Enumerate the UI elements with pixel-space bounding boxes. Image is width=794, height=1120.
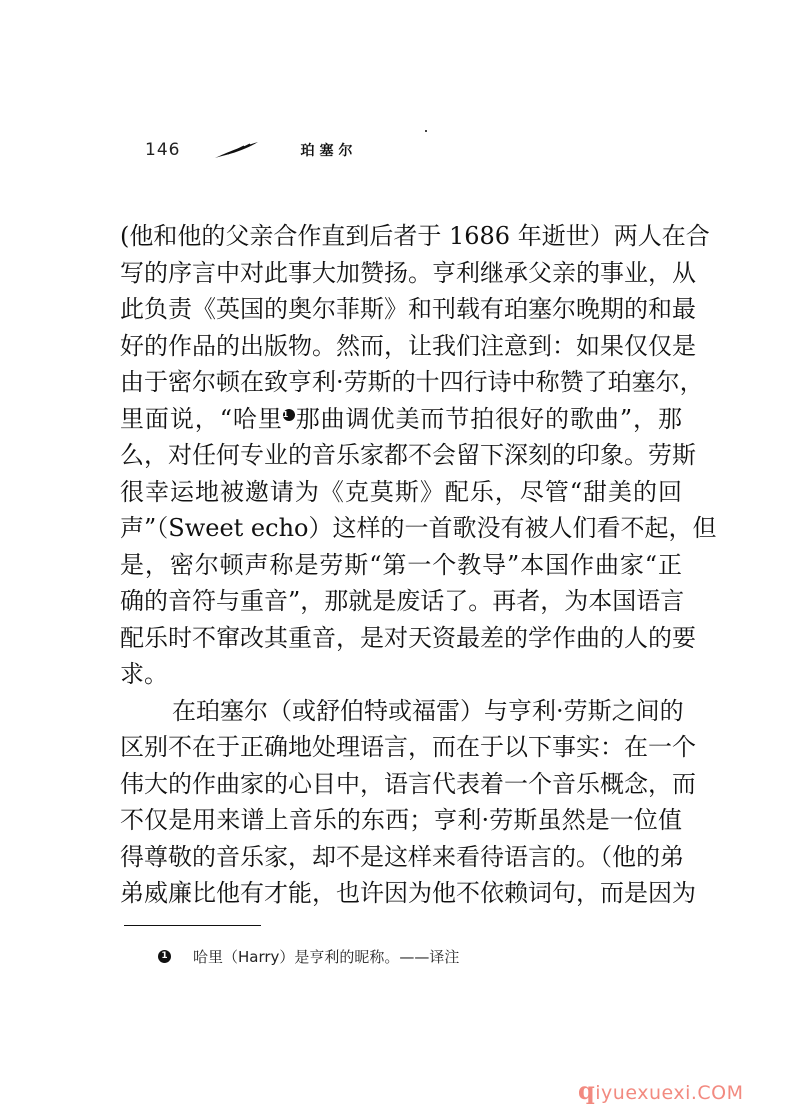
watermark-text: iyuexuexi.COM bbox=[595, 1082, 744, 1104]
body-text bbox=[120, 218, 717, 912]
paragraph-start-line: 在珀塞尔（或舒伯特或福雷）与亨利·劳斯之间的 bbox=[172, 696, 684, 725]
text-line: 确的音符与重音”，那就是废话了。再者，为本国语言 bbox=[120, 587, 685, 615]
text-line: 写的序言中对此事大加赞扬。亨利继承父亲的事业，从 bbox=[120, 258, 696, 287]
text-line: 么，对任何专业的音乐家都不会留下深刻的印象。劳斯 bbox=[120, 441, 696, 469]
text-line: 伟大的作曲家的心目中，语言代表着一个音乐概念，而 bbox=[120, 769, 696, 798]
footnote-marker: 1 bbox=[158, 950, 171, 963]
page-number: 146 bbox=[145, 140, 181, 160]
watermark-logo-letter: q bbox=[578, 1076, 596, 1105]
footnote-divider bbox=[124, 925, 261, 926]
scan-speck bbox=[425, 130, 427, 132]
running-title: 珀塞尔 bbox=[300, 143, 358, 159]
text-line-with-footnote-ref bbox=[120, 401, 682, 438]
page-header bbox=[145, 138, 357, 162]
text-line: 很幸运地被邀请为《克莫斯》配乐，尽管“甜美的回 bbox=[120, 477, 682, 506]
feather-ornament-icon bbox=[214, 141, 260, 159]
text-line: 声”（Sweet echo）这样的一首歌没有被人们看不起，但 bbox=[120, 514, 717, 542]
text-line: 由于密尔顿在致亨利·劳斯的十四行诗中称赞了珀塞尔， bbox=[120, 368, 704, 396]
text-line: 求。 bbox=[120, 660, 168, 688]
text-segment: 那曲调优美而节拍很好的歌曲”，那 bbox=[294, 404, 682, 433]
footnote-text: 哈里（Harry）是亨利的昵称。——译注 bbox=[193, 948, 460, 966]
text-line: 得尊敬的音乐家，却不是这样来看待语言的。（他的弟 bbox=[120, 842, 684, 871]
text-line: 弟威廉比他有才能，也许因为他不依赖词句，而是因为 bbox=[120, 879, 696, 907]
text-line: 不仅是用来谱上音乐的东西；亨利·劳斯虽然是一位值 bbox=[120, 806, 682, 834]
site-watermark bbox=[578, 1076, 744, 1105]
text-line: 配乐时不窜改其重音，是对天资最差的学作曲的人的要 bbox=[120, 623, 696, 652]
text-line: 是，密尔顿声称是劳斯“第一个教导”本国作曲家“正 bbox=[120, 550, 682, 579]
text-line: 此负责《英国的奥尔菲斯》和刊载有珀塞尔晚期的和最 bbox=[120, 295, 696, 323]
footnote bbox=[158, 946, 459, 967]
text-line: 区别不在于正确地处理语言，而在于以下事实：在一个 bbox=[120, 733, 696, 761]
text-line: (他和他的父亲合作直到后者于 1686 年逝世）两人在合 bbox=[120, 222, 710, 250]
text-line: 好的作品的出版物。然而，让我们注意到：如果仅仅是 bbox=[120, 331, 696, 360]
text-segment: 里面说，“哈里 bbox=[120, 404, 283, 433]
footnote-reference-marker[interactable]: 1 bbox=[283, 409, 295, 421]
